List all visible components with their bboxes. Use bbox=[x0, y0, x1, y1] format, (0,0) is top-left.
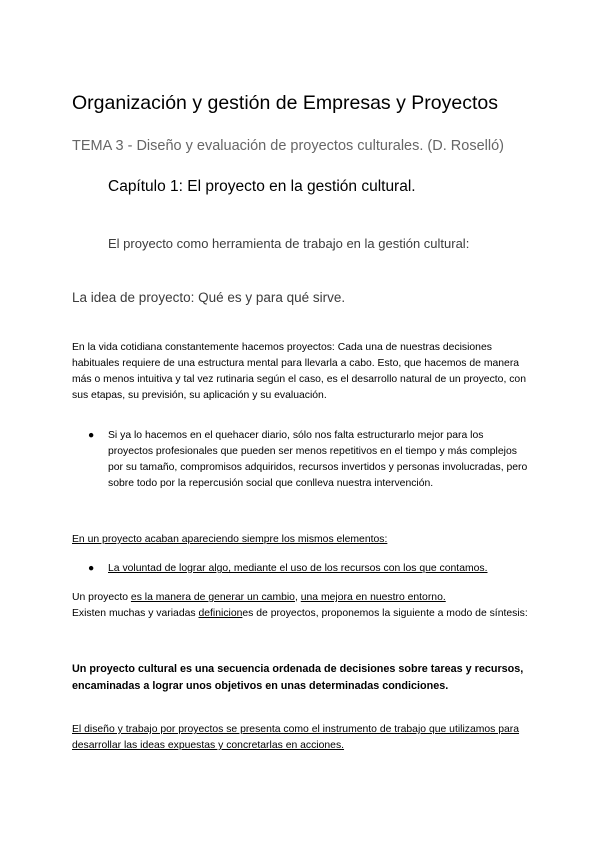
chapter-heading: Capítulo 1: El proyecto en la gestión cultural. bbox=[108, 178, 416, 195]
text-run: , bbox=[294, 592, 301, 603]
intro-paragraph: En la vida cotidiana constantemente hacemos proyectos: Cada una de nuestras decisiones habituales requiere de una estructura mental para llevarla a cabo. Esto, que hacemos de manera más o menos intuitiva y tal vez rutinaria según el caso, es el desarrollo natural de un proyecto, con sus etapas, su previsión, su aplicación y su evaluación. bbox=[72, 342, 526, 401]
bullet-icon: ● bbox=[88, 430, 95, 441]
list-item bbox=[88, 428, 528, 492]
text-run: Un proyecto bbox=[72, 592, 131, 603]
elements-heading bbox=[72, 532, 532, 548]
bullet-text: Si ya lo hacemos en el quehacer diario, sólo nos falta estructurarlo mejor para los proyectos profesionales que pueden ser menos repetitivos en el tiempo y más complejos por su tamaño, compromisos adquiridos, recursos invertidos y personas involucradas, pero sobre todo por la repercusión social que conlleva nuestra intervención. bbox=[108, 430, 528, 489]
bullet-list-1 bbox=[88, 428, 528, 492]
underlined-phrase: una mejora en nuestro entorno. bbox=[300, 592, 446, 603]
text-run: es de proyectos, proponemos la siguiente a modo de síntesis: bbox=[242, 608, 528, 619]
text-run: Existen muchas y variadas bbox=[72, 608, 199, 619]
document-title: Organización y gestión de Empresas y Proyectos bbox=[72, 92, 498, 114]
bullet-list-2 bbox=[88, 561, 528, 577]
elements-heading-text: En un proyecto acaban apareciendo siempre los mismos elementos: bbox=[72, 534, 388, 545]
closing-paragraph bbox=[72, 722, 532, 754]
section-heading: El proyecto como herramienta de trabajo en la gestión cultural: bbox=[108, 236, 470, 251]
idea-heading: La idea de proyecto: Qué es y para qué sirve. bbox=[72, 290, 346, 305]
definition-paragraph: Un proyecto cultural es una secuencia ordenada de decisiones sobre tareas y recursos, encaminadas a lograr unos objetivos en unas determinadas condiciones. bbox=[72, 663, 524, 692]
underlined-phrase: es la manera de generar un cambio bbox=[130, 592, 295, 603]
project-paragraph bbox=[72, 590, 532, 622]
document-subtitle: TEMA 3 - Diseño y evaluación de proyectos culturales. (D. Roselló) bbox=[72, 138, 504, 154]
closing-paragraph-text: El diseño y trabajo por proyectos se presenta como el instrumento de trabajo que utilizamos para desarrollar las ideas expuestas y concretarlas en acciones. bbox=[72, 724, 520, 751]
bullet-icon: ● bbox=[88, 563, 95, 574]
underlined-phrase: definicion bbox=[198, 608, 243, 619]
bullet-text: La voluntad de lograr algo, mediante el uso de los recursos con los que contamos. bbox=[108, 563, 488, 574]
list-item bbox=[88, 561, 528, 577]
